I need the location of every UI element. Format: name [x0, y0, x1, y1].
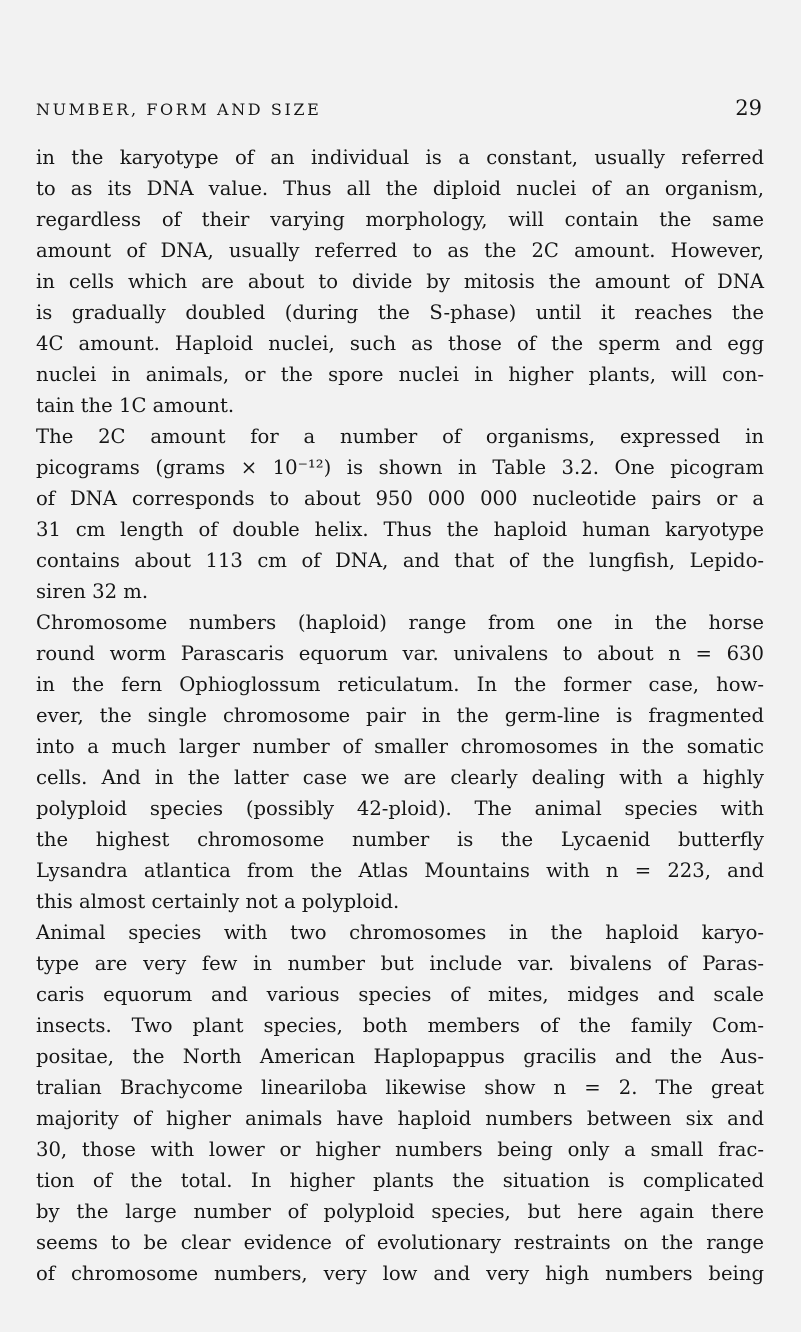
text-line: by the large number of polyploid species, but here again there	[36, 1200, 764, 1223]
paragraph-1	[36, 142, 764, 421]
text-line: polyploid species (possibly 42-ploid). The animal species with	[36, 797, 764, 820]
text-line: 4C amount. Haploid nuclei, such as those of the sperm and egg	[36, 332, 764, 355]
text-line: The 2C amount for a number of organisms, expressed in	[36, 425, 764, 448]
text-line: tain the 1C amount.	[36, 394, 235, 417]
body-text	[36, 142, 764, 1289]
paragraph-4	[36, 917, 764, 1289]
text-line: siren 32 m.	[36, 580, 149, 603]
text-line: Animal species with two chromosomes in the haploid karyo-	[36, 921, 764, 944]
text-line: in cells which are about to divide by mitosis the amount of DNA	[36, 270, 764, 293]
paragraph-2	[36, 421, 764, 607]
text-line: seems to be clear evidence of evolutionary restraints on the range	[36, 1231, 764, 1254]
text-line: in the fern Ophioglossum reticulatum. In the former case, how-	[36, 673, 764, 696]
page-number: 29	[735, 96, 762, 120]
page-header	[36, 96, 762, 120]
text-line: the highest chromosome number is the Lycaenid butterfly	[36, 828, 764, 851]
text-line: picograms (grams × 10⁻¹²) is shown in Table 3.2. One picogram	[36, 456, 764, 479]
text-line: 31 cm length of double helix. Thus the haploid human karyotype	[36, 518, 764, 541]
text-line: tion of the total. In higher plants the situation is complicated	[36, 1169, 764, 1192]
text-line: 30, those with lower or higher numbers being only a small frac-	[36, 1138, 764, 1161]
text-line: of DNA corresponds to about 950 000 000 nucleotide pairs or a	[36, 487, 764, 510]
text-line: in the karyotype of an individual is a constant, usually referred	[36, 146, 764, 169]
text-line: cells. And in the latter case we are clearly dealing with a highly	[36, 766, 764, 789]
text-line: caris equorum and various species of mites, midges and scale	[36, 983, 764, 1006]
text-line: regardless of their varying morphology, will contain the same	[36, 208, 764, 231]
text-line: nuclei in animals, or the spore nuclei in higher plants, will con-	[36, 363, 764, 386]
text-line: tralian Brachycome lineariloba likewise show n = 2. The great	[36, 1076, 764, 1099]
text-line: round worm Parascaris equorum var. univalens to about n = 630	[36, 642, 764, 665]
text-line: contains about 113 cm of DNA, and that of the lungfish, Lepido-	[36, 549, 764, 572]
text-line: Lysandra atlantica from the Atlas Mountains with n = 223, and	[36, 859, 764, 882]
text-line: is gradually doubled (during the S-phase) until it reaches the	[36, 301, 764, 324]
text-line: type are very few in number but include var. bivalens of Paras-	[36, 952, 764, 975]
text-line: majority of higher animals have haploid numbers between six and	[36, 1107, 764, 1130]
text-line: amount of DNA, usually referred to as the 2C amount. However,	[36, 239, 764, 262]
paragraph-3	[36, 607, 764, 917]
text-line: insects. Two plant species, both members of the family Com-	[36, 1014, 764, 1037]
running-head: NUMBER, FORM AND SIZE	[36, 100, 322, 119]
text-line: this almost certainly not a polyploid.	[36, 890, 400, 913]
text-line: positae, the North American Haplopappus gracilis and the Aus-	[36, 1045, 764, 1068]
text-line: to as its DNA value. Thus all the diploid nuclei of an organism,	[36, 177, 764, 200]
text-line: Chromosome numbers (haploid) range from one in the horse	[36, 611, 764, 634]
text-line: ever, the single chromosome pair in the germ-line is fragmented	[36, 704, 764, 727]
text-line: of chromosome numbers, very low and very high numbers being	[36, 1262, 764, 1285]
text-line: into a much larger number of smaller chromosomes in the somatic	[36, 735, 764, 758]
